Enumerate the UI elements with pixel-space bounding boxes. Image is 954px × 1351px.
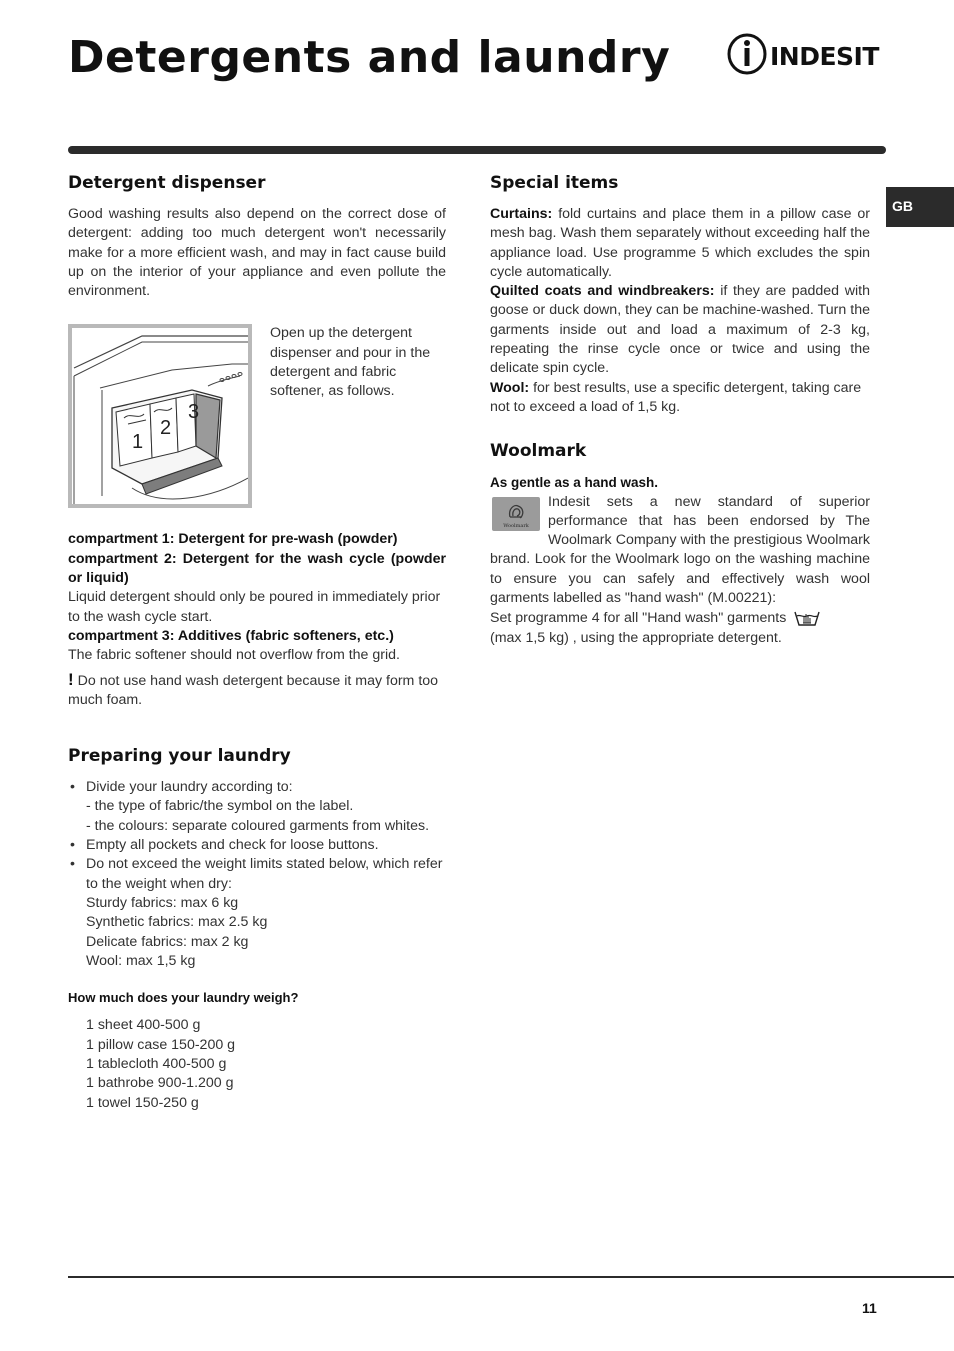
hand-wash-warning <box>68 670 446 711</box>
preparing-list <box>68 778 446 971</box>
dispenser-figure-caption: Open up the detergent dispenser and pour in the detergent and fabric softener, as follows. <box>270 325 431 400</box>
wool-paragraph <box>490 379 870 418</box>
programme-note <box>490 608 870 648</box>
svg-text:1: 1 <box>132 431 144 454</box>
weight-limit: Wool: max 1,5 kg <box>86 952 196 969</box>
special-items-heading: Special items <box>490 173 619 193</box>
bullet-text: Do not exceed the weight limits stated below, which refer to the weight when dry: <box>86 856 443 892</box>
hand-wash-icon <box>794 608 820 626</box>
bullet-subtext: - the type of fabric/the symbol on the label. <box>86 798 354 815</box>
compartment-1-label: compartment 1: Detergent for pre-wash (powder) <box>68 531 398 548</box>
warning-icon: ! <box>68 669 74 689</box>
curtains-paragraph <box>490 205 870 282</box>
svg-text:2: 2 <box>160 417 172 440</box>
list-item <box>68 778 446 836</box>
woolmark-logo <box>492 497 540 531</box>
compartment-2-label: compartment 2: Detergent for the wash cycle (powder or liquid) <box>68 550 446 587</box>
programme-text-cont: (max 1,5 kg) , using the appropriate detergent. <box>490 629 782 646</box>
dispenser-intro: Good washing results also depend on the correct dose of detergent: adding too much detergent won't necessarily make for a more efficient wash, and may in fact cause build up on the interior of your appliance and even pollute the environment. <box>68 206 446 300</box>
language-tab: GB <box>886 187 954 227</box>
header-rule <box>68 146 886 154</box>
list-item: 1 sheet 400-500 g <box>86 1017 201 1034</box>
list-item: 1 tablecloth 400-500 g <box>86 1056 227 1073</box>
list-item: 1 bathrobe 900-1.200 g <box>86 1075 234 1092</box>
list-item: • Empty all pockets and check for loose buttons. <box>68 836 446 855</box>
programme-text: Set programme 4 for all "Hand wash" garments <box>490 610 787 627</box>
woolmark-subheading: As gentle as a hand wash. <box>490 475 659 491</box>
wool-text: for best results, use a specific detergent, taking care not to exceed a load of 1,5 kg. <box>490 379 862 415</box>
wool-label: Wool: <box>490 379 530 396</box>
weight-limit: Delicate fabrics: max 2 kg <box>86 933 249 950</box>
preparing-laundry-heading: Preparing your laundry <box>68 746 291 767</box>
compartment-3-note: The fabric softener should not overflow from the grid. <box>68 647 400 664</box>
detergent-dispenser-illustration <box>68 324 252 508</box>
quilted-label: Quilted coats and windbreakers: <box>490 283 715 300</box>
woolmark-section <box>490 493 870 648</box>
indesit-logo <box>726 32 888 76</box>
quilted-text: if they are padded with goose or duck down, they can be machine-washed. Turn the garments inside out and load a maximum of 2-3 kg, repeating the rinse cycle once or twice and using the delicate spin cycle. <box>490 283 870 377</box>
list-item: 1 pillow case 150-200 g <box>86 1036 236 1053</box>
footer-rule <box>68 1276 954 1278</box>
left-column <box>68 171 446 1113</box>
warning-text: Do not use hand wash detergent because it may form too much foam. <box>68 672 439 708</box>
laundry-weight-list <box>68 1016 446 1112</box>
bullet-text: Divide your laundry according to: <box>86 779 293 796</box>
detergent-dispenser-heading: Detergent dispenser <box>68 173 266 193</box>
svg-text:3: 3 <box>188 401 200 424</box>
compartment-2-note: Liquid detergent should only be poured in immediately prior to the wash cycle start. <box>68 589 441 625</box>
compartments <box>68 530 446 710</box>
woolmark-heading: Woolmark <box>490 441 587 462</box>
dispenser-figure-row <box>68 324 446 508</box>
svg-text:Woolmark: Woolmark <box>503 522 529 529</box>
woolmark-text: Indesit sets a new standard of superior performance that has been endorsed by The Woolmark Company with the prestigious Woolmark brand. Look for the Woolmark logo on the washing machine to ensure you can safely and effectively wash wool garments labelled as "hand wash" (M.00221): <box>490 493 870 607</box>
weight-limit: Sturdy fabrics: max 6 kg <box>86 894 239 911</box>
page-title: Detergents and laundry <box>68 32 671 83</box>
laundry-weight-heading: How much does your laundry weigh? <box>68 990 299 1006</box>
page-number: 11 <box>862 1300 877 1316</box>
curtains-label: Curtains: <box>490 206 553 222</box>
svg-text:INDESIT: INDESIT <box>770 42 879 71</box>
list-item <box>68 855 446 971</box>
bullet-subtext: - the colours: separate coloured garments from whites. <box>86 817 430 834</box>
curtains-text: fold curtains and place them in a pillow case or mesh bag. Wash them separately without exceeding half the appliance load. Use programme 5 which excludes the spin cycle automatically. <box>490 206 870 280</box>
compartment-3-label: compartment 3: Additives (fabric softeners, etc.) <box>68 627 394 644</box>
weight-limit: Synthetic fabrics: max 2.5 kg <box>86 914 268 931</box>
list-item: 1 towel 150-250 g <box>86 1094 199 1111</box>
quilted-paragraph <box>490 282 870 378</box>
right-column <box>490 171 870 648</box>
